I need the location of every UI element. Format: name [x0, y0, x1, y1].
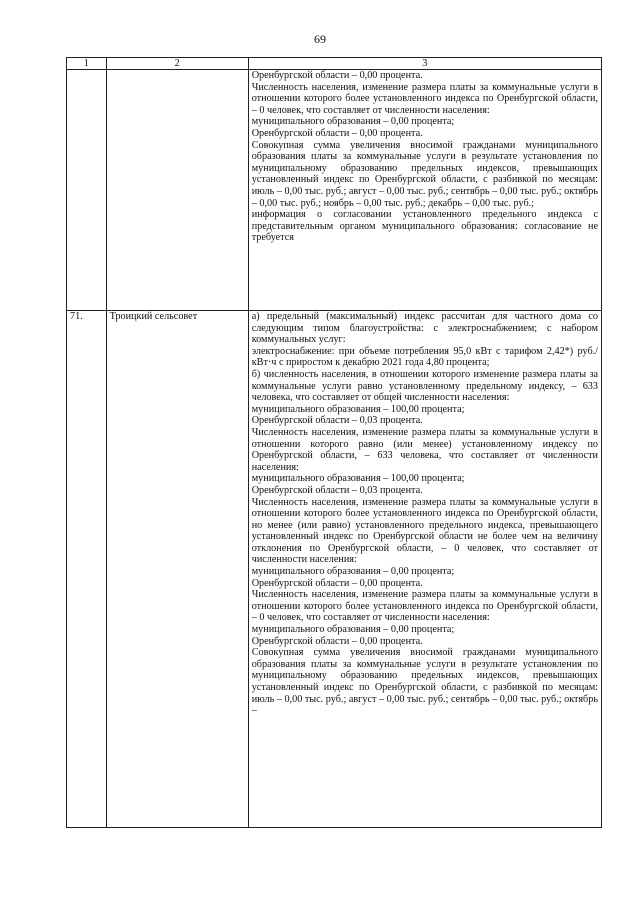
- paragraph: б) численность населения, в отношении которого изменение размера платы за коммунальные услуги равно установленному предельному индексу, – 633 человека, что составляет от общей численности населения:: [251, 368, 598, 404]
- paragraph: Оренбургской области – 0,00 процента.: [251, 70, 423, 81]
- document-table: [66, 57, 602, 828]
- paragraph: Оренбургской области – 0,00 процента.: [251, 577, 423, 589]
- row-name-cell: Троицкий сельсовет: [106, 311, 248, 828]
- paragraph: Совокупная сумма увеличения вносимой гражданами муниципального образования платы за коммунальные услуги в результате установления по муниципальному образованию предельных индексов, превышающих установленный индекс по Оренбургской области, с разбивкой по месяцам: июль – 0,00 тыс. руб.; август – 0,00 тыс. руб.; сентябрь – 0,00 тыс. руб.; октябрь –: [251, 647, 598, 717]
- page-number: 69: [314, 32, 326, 46]
- paragraph: информация о согласовании установленного предельного индекса с представительным органом муниципального образования: согласование не требуется: [251, 209, 598, 244]
- header-col-3: 3: [248, 58, 601, 70]
- paragraph: Совокупная сумма увеличения вносимой гражданами муниципального образования платы за коммунальные услуги в результате установления по муниципальному образованию предельных индексов, превышающих установленный индекс по Оренбургской области, с разбивкой по месяцам: июль – 0,00 тыс. руб.; август – 0,00 тыс. руб.; сентябрь – 0,00 тыс. руб.; октябрь – 0,00 тыс. руб.; ноябрь – 0,00 тыс. руб.; декабрь – 0,00 тыс. руб.;: [251, 139, 598, 209]
- table-row-71: [67, 311, 602, 828]
- paragraph: а) предельный (максимальный) индекс рассчитан для частного дома со следующим типом благоустройства: с электроснабжением; с набором коммунальных услуг:: [251, 311, 598, 346]
- table-header-row: [67, 58, 602, 70]
- paragraph: муниципального образования – 100,00 процента;: [251, 403, 465, 415]
- paragraph: муниципального образования – 100,00 процента;: [251, 473, 465, 485]
- paragraph: Оренбургской области – 0,03 процента.: [251, 415, 423, 427]
- row-number-cell: [67, 70, 107, 311]
- row-name-cell: [106, 70, 248, 311]
- row-number-cell: 71.: [67, 311, 107, 828]
- row-content-cell: [248, 70, 601, 311]
- paragraph: муниципального образования – 0,00 процента;: [251, 116, 455, 128]
- paragraph: Численность населения, изменение размера платы за коммунальные услуги в отношении которого равно (или менее) установленному индексу по Оренбургской области, – 633 человека, что составляет от численности населения:: [251, 426, 598, 473]
- paragraph: Оренбургской области – 0,03 процента.: [251, 484, 423, 496]
- header-col-2: 2: [106, 58, 248, 70]
- paragraph: Численность населения, изменение размера платы за коммунальные услуги в отношении которого более установленного индекса по Оренбургской области, – 0 человек, что составляет от численности населения:: [251, 81, 598, 116]
- table-row-continued: [67, 70, 602, 311]
- paragraph: муниципального образования – 0,00 процента;: [251, 566, 455, 578]
- header-col-1: 1: [67, 58, 107, 70]
- paragraph: электроснабжение: при объеме потребления 95,0 кВт с тарифом 2,42*) руб./кВт·ч с приростом к декабрю 2021 года 4,80 процента;: [251, 345, 598, 369]
- paragraph: Численность населения, изменение размера платы за коммунальные услуги в отношении которого более установленного индекса по Оренбургской области, но менее (или равно) установленного предельного индекса, превышающего установленный индекс по Оренбургской области не более чем на величину отклонения по Оренбургской области, – 0 человек, что составляет от численности населения:: [251, 496, 598, 566]
- row-content-cell: [248, 311, 601, 828]
- paragraph: Оренбургской области – 0,00 процента.: [251, 635, 423, 647]
- paragraph: Численность населения, изменение размера платы за коммунальные услуги в отношении которого более установленного индекса по Оренбургской области, – 0 человек, что составляет от численности населения:: [251, 589, 598, 624]
- paragraph: муниципального образования – 0,00 процента;: [251, 624, 455, 636]
- paragraph: Оренбургской области – 0,00 процента.: [251, 127, 423, 139]
